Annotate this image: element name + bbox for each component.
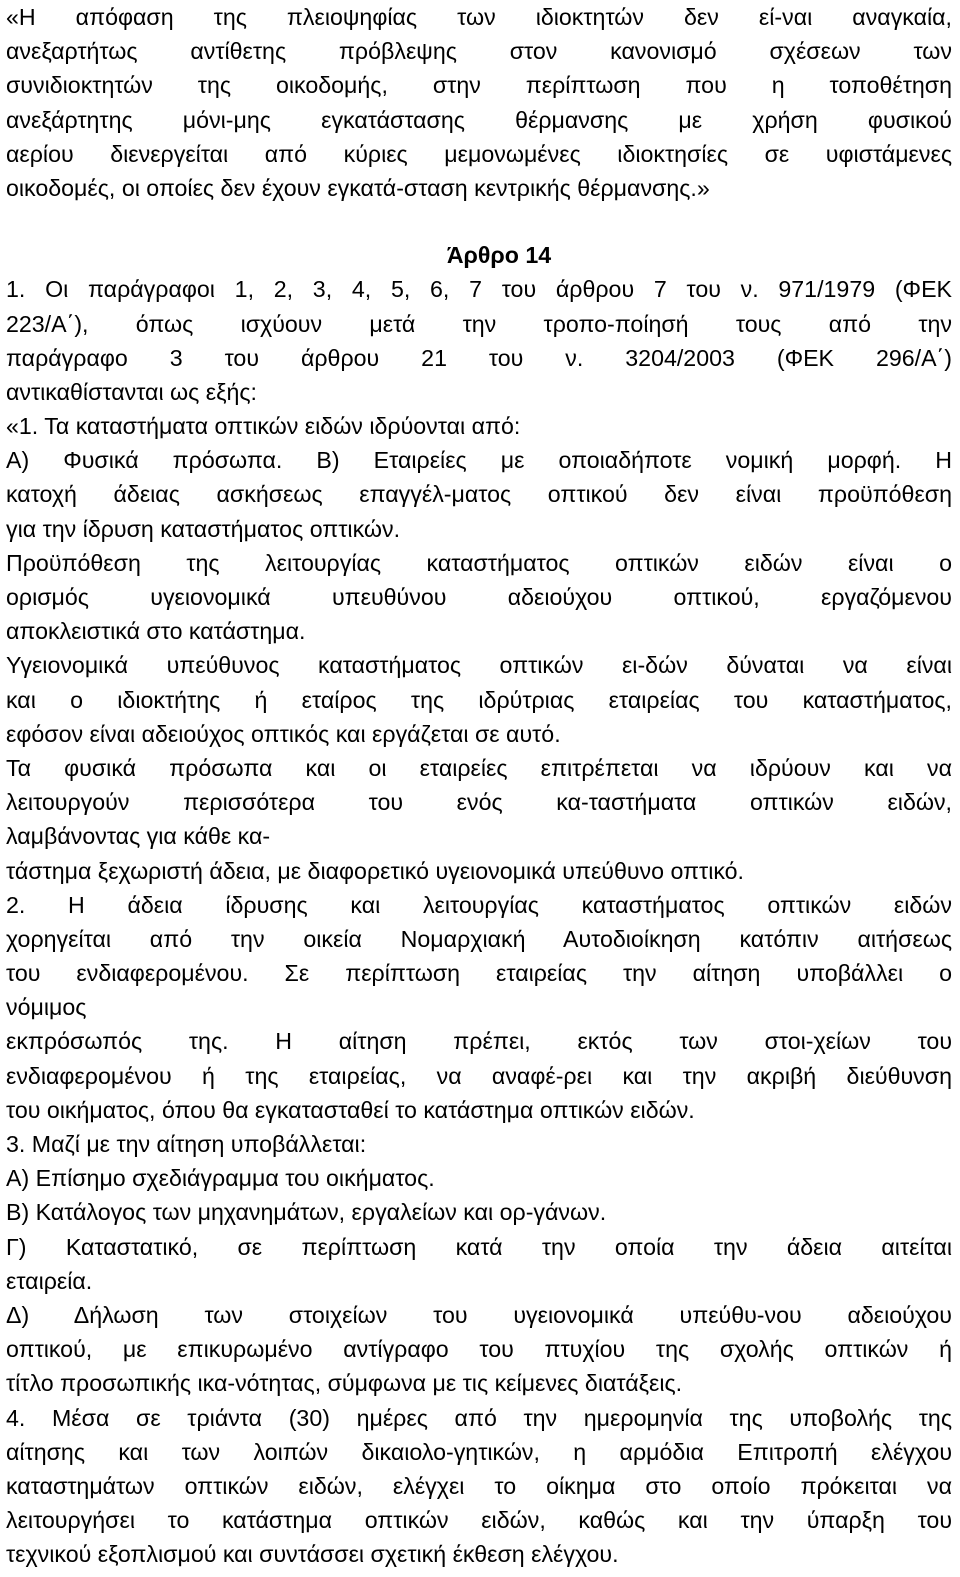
text-line: εταιρεία. — [6, 1267, 93, 1294]
text-line: ορισμός υγειονομικά υπευθύνου αδειούχου οπτικού, εργαζόμενου — [6, 584, 952, 610]
text-line: καταστημάτων οπτικών ειδών, ελέγχει το οίκημα στο οποίο πρόκειται να — [6, 1472, 952, 1499]
text-line: λαμβάνοντας για κάθε κα- — [6, 823, 271, 850]
text-line: αντικαθίστανται ως εξής: — [6, 378, 257, 405]
text-line: και ο ιδιοκτήτης ή εταίρος της ιδρύτριας εταιρείας του καταστήματος, — [6, 686, 952, 713]
article-body — [6, 272, 952, 1571]
intro-paragraph — [6, 0, 952, 205]
text-line: οπτικού, με επικυρωμένο αντίγραφο του πτυχίου της σχολής οπτικών ή — [6, 1336, 952, 1363]
text-line: 3. Μαζί με την αίτηση υποβάλλεται: — [6, 1131, 367, 1157]
text-line: Δ) Δήλωση των στοιχείων του υγειονομικά υπεύθυ-νου αδειούχου — [6, 1301, 952, 1328]
text-line: λειτουργήσει το κατάστημα οπτικών ειδών, καθώς και την ύπαρξη του — [6, 1507, 952, 1534]
text-line: Γ) Καταστατικό, σε περίπτωση κατά την οποία την άδεια αιτείται — [6, 1233, 952, 1260]
text-line: 223/Α΄), όπως ισχύουν μετά την τροπο-ποίησή τους από την — [6, 310, 952, 337]
text-line: Β) Κατάλογος των μηχανημάτων, εργαλείων και ορ-γάνων. — [6, 1199, 607, 1226]
text-line: Τα φυσικά πρόσωπα και οι εταιρείες επιτρέπεται να ιδρύουν και να — [6, 754, 952, 781]
section-gap — [6, 205, 952, 238]
text-line: αερίου διενεργείται από κύριες μεμονωμένες ιδιοκτησίες σε υφιστάμενες — [6, 140, 952, 167]
text-line: λειτουργούν περισσότερα του ενός κα-ταστήματα οπτικών ειδών, — [6, 789, 952, 816]
text-line: «1. Τα καταστήματα οπτικών ειδών ιδρύονται από: — [6, 413, 521, 440]
text-line: Α) Φυσικά πρόσωπα. Β) Εταιρείες με οποιαδήποτε νομική μορφή. Η — [6, 447, 952, 474]
article-heading: Άρθρο 14 — [446, 242, 552, 269]
text-line: ανεξαρτήτως αντίθετης πρόβλεψης στον κανονισμό σχέσεων των — [6, 38, 952, 65]
text-line: ανεξάρτητης μόνι-μης εγκατάστασης θέρμανσης με χρήση φυσικού — [6, 106, 952, 133]
text-line: 2. Η άδεια ίδρυσης και λειτουργίας καταστήματος οπτικών ειδών — [6, 891, 952, 918]
text-line: του οικήματος, όπου θα εγκατασταθεί το κατάστημα οπτικών ειδών. — [6, 1096, 695, 1123]
text-line: τίτλο προσωπικής ικα-νότητας, σύμφωνα με τις κείμενες διατάξεις. — [6, 1370, 683, 1397]
document-page — [6, 0, 952, 1571]
text-line: κατοχή άδειας ασκήσεως επαγγέλ-ματος οπτικού δεν είναι προϋπόθεση — [6, 481, 952, 508]
text-line: χορηγείται από την οικεία Νομαρχιακή Αυτοδιοίκηση κατόπιν αιτήσεως — [6, 925, 952, 952]
text-line: εκπρόσωπός της. Η αίτηση πρέπει, εκτός των στοι-χείων του — [6, 1028, 952, 1055]
text-line: Α) Επίσημο σχεδιάγραμμα του οικήματος. — [6, 1165, 435, 1192]
text-line: εφόσον είναι αδειούχος οπτικός και εργάζεται σε αυτό. — [6, 720, 561, 747]
text-line: για την ίδρυση καταστήματος οπτικών. — [6, 515, 401, 542]
text-line: παράγραφο 3 του άρθρου 21 του ν. 3204/2003 (ΦΕΚ 296/Α΄) — [6, 344, 952, 371]
text-line: ενδιαφερομένου ή της εταιρείας, να αναφέ-ρει και την ακριβή διεύθυνση — [6, 1062, 952, 1089]
text-line: νόμιμος — [6, 994, 87, 1021]
text-line: τάστημα ξεχωριστή άδεια, με διαφορετικό υγειονομικά υπεύθυνο οπτικό. — [6, 857, 744, 884]
text-line: του ενδιαφερομένου. Σε περίπτωση εταιρείας την αίτηση υποβάλλει ο — [6, 960, 952, 987]
text-line: Υγειονομικά υπεύθυνος καταστήματος οπτικών ει-δών δύναται να είναι — [6, 652, 952, 679]
text-line: αίτησης και των λοιπών δικαιολο-γητικών, η αρμόδια Επιτροπή ελέγχου — [6, 1438, 952, 1465]
text-line: Προϋπόθεση της λειτουργίας καταστήματος οπτικών ειδών είναι ο — [6, 549, 952, 576]
text-line: 1. Οι παράγραφοι 1, 2, 3, 4, 5, 6, 7 του άρθρου 7 του ν. 971/1979 (ΦΕΚ — [6, 276, 952, 303]
text-line: συνιδιοκτητών της οικοδομής, στην περίπτωση που η τοποθέτηση — [6, 72, 952, 99]
text-line: 4. Μέσα σε τριάντα (30) ημέρες από την ημερομηνία της υποβολής της — [6, 1404, 952, 1431]
text-line: τεχνικού εξοπλισμού και συντάσσει σχετική έκθεση ελέγχου. — [6, 1541, 619, 1568]
text-line: αποκλειστικά στο κατάστημα. — [6, 618, 306, 645]
text-line: «Η απόφαση της πλειοψηφίας των ιδιοκτητών δεν εί-ναι αναγκαία, — [6, 4, 952, 30]
text-line: οικοδομές, οι οποίες δεν έχουν εγκατά-σταση κεντρικής θέρμανσης.» — [6, 174, 710, 201]
